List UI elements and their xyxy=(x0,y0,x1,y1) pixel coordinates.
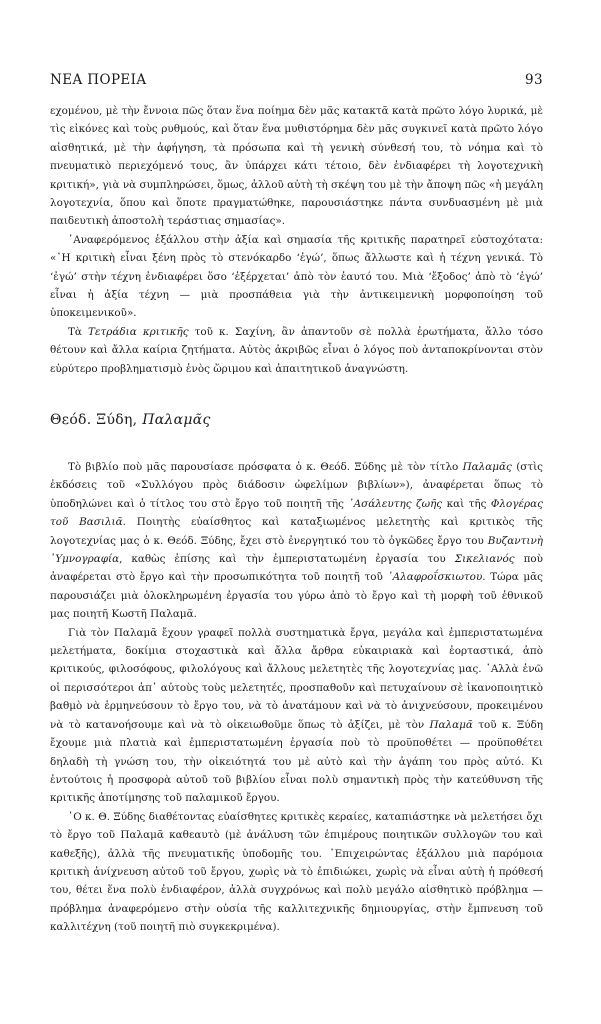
book-title: Παλαμᾶς xyxy=(462,461,512,473)
page-number: 93 xyxy=(525,72,543,88)
review-continuation xyxy=(50,102,543,378)
book-title: Σικελιανός xyxy=(454,553,515,566)
paragraph: ῾Ο κ. Θ. Ξύδης διαθέτοντας εὐαίσθητες κριτικὲς κεραίες, καταπιάστηκε νὰ μελετήσει ὄχι τὸ ἔργο τοῦ Παλαμᾶ καθεαυτὸ (μὲ ἀνάλυση τῶν ἐπιμέρους ποιητικῶν συλλογῶν του καὶ καθεξῆς), ἀλλὰ τῆς πνευματικῆς ὑποδομῆς του. ᾿Επιχειρώντας ἐξάλλου μιὰ παρόμοια κριτικὴ ἀνίχνευση αὐτοῦ τοῦ ἔργου, χωρὶς νὰ τὸ ἐπιδιώκει, χωρὶς νὰ εἶναι αὐτὴ ἡ πρόθεσή του, θέτει ἕνα πολὺ ἐνδιαφέρον, ἀλλὰ συγχρόνως καὶ πολὺ μεγάλο αἰσθητικὸ πρόβλημα — πρόβλημα ἀναφερόμενο στὴν οὐσία τῆς καλλιτεχνικῆς δημιουργίας, στὴν ἔμπνευση τοῦ καλλιτέχνη (τοῦ ποιητῆ πιὸ συγκεκριμένα). xyxy=(50,810,543,934)
paragraph: Τὰ Τετράδια κριτικῆς τοῦ κ. Σαχίνη, ἂν ἀπαντοῦν σὲ πολλὰ ἐρωτήματα, ἄλλο τόσο θέτουν καὶ ἄλλα καίρια ζητήματα. Αὐτὸς ἀκριβῶς εἶναι ὁ λόγος ποὺ ἀνταποκρίνονται στὸν εὐρύτερο προβληματισμὸ ἑνὸς ὥριμου καὶ ἀπαιτητικοῦ ἀναγνώστη. xyxy=(50,325,543,375)
paragraph: Τὸ βιβλίο ποὺ μᾶς παρουσίασε πρόσφατα ὁ κ. Θεόδ. Ξύδης μὲ τὸν τίτλο Παλαμᾶς (στὶς ἐκδόσεις τοῦ «Συλλόγου πρὸς διάδοσιν ὠφελίμων βιβλίων»), ἀναφέρεται ὅπως τὸ ὑποδηλώνει καὶ ὁ τίτλος του στὸ ἔργο τοῦ ποιητῆ τῆς ᾿Ασάλευτης ζωῆς καὶ τῆς Φλογέρας τοῦ Βασιλιᾶ. Ποιητὴς εὐαίσθητος καὶ καταξιωμένος μελετητὴς καὶ κριτικὸς τῆς λογοτεχνίας μας ὁ κ. Θεόδ. Ξύδης, ἔχει στὸ ἐνεργητικό του τὸ ὀγκῶδες ἔργο του Βυζαντινὴ ῾Υμνογραφία, καθὼς ἐπίσης καὶ τὴν ἐμπεριστατωμένη ἐργασία του Σικελιανός ποὺ ἀναφέρεται στὸ ἔργο καὶ τὴν προσωπικότητα τοῦ ποιητῆ τοῦ ᾿Αλαφροΐσκιωτου. Τώρα μᾶς παρουσιάζει μιὰ ὁλοκληρωμένη ἐργασία του γύρω ἀπὸ τὸ ἔργο καὶ τὴ μορφὴ τοῦ ἐθνικοῦ μας ποιητῆ Κωστῆ Παλαμᾶ. xyxy=(50,461,543,621)
paragraph: εχομένου, μὲ τὴν ἔννοια πῶς ὅταν ἕνα ποίημα δὲν μᾶς κατακτᾶ κατὰ πρῶτο λόγο λυρικά, μὲ τὶς εἰκόνες καὶ τοὺς ρυθμούς, καὶ ὅταν ἕνα μυθιστόρημα δὲν μᾶς συγκινεῖ κατὰ πρῶτο λόγο αἰσθητικά, μὲ τὴν ἀφήγηση, τὰ πρόσωπα καὶ τὴ γενικὴ σύνθεσή του, τὸ νόημα καὶ τὸ πνευματικὸ περιεχόμενό τους, ἂν ὑπάρχει κάτι τέτοιο, δὲν ἐνδιαφέρει τὴ λογοτεχνικὴ κριτική», γιὰ νὰ συμπληρώσει, ὅμως, ἀλλοῦ αὐτὴ τὴ σκέψη του μὲ τὴν ἄποψη πῶς «ἡ μεγάλη λογοτεχνία, ὅπου καὶ ὅποτε πραγματώθηκε, παρουσιάστηκε πάντα συνδυασμένη μὲ μιὰ παιδευτικὴ ἀποστολὴ τεράστιας σημασίας». xyxy=(50,105,543,228)
journal-title: ΝΕΑ ΠΟΡΕΙΑ xyxy=(50,72,147,88)
book-title: Βυζαντινὴ ῾Υμνογραφία xyxy=(50,534,543,566)
paragraph: Γιὰ τὸν Παλαμᾶ ἔχουν γραφεῖ πολλὰ συστηματικὰ ἔργα, μεγάλα καὶ ἐμπεριστατωμένα μελετήματα, δοκίμια στοχαστικὰ καὶ ἄλλα ἄρθρα εὐκαιριακὰ καὶ ἑορταστικά, ἀπὸ κριτικούς, φιλοσόφους, φιλολόγους καὶ ἄλλους μελετητὲς τῆς λογοτεχνίας μας. ᾿Αλλὰ ἐνῶ οἱ περισσότεροι ἀπ᾿ αὐτοὺς τοὺς μελετητές, προσπαθοῦν καὶ πετυχαίνουν σὲ ἱκανοποιητικὸ βαθμὸ νὰ ἑρμηνεύσουν τὸ ἔργο του, νὰ τὸ ἀνατάμουν καὶ νὰ τὸ ἀνιχνεύσουν, προκειμένου νὰ τὸ κατανοήσουμε καὶ νὰ τὸ οἰκειωθοῦμε ὅπως τὸ ἀξίζει, μὲ τὸν Παλαμᾶ τοῦ κ. Ξύδη ἔχουμε μιὰ πλατιὰ καὶ ἐμπεριστατωμένη ἐργασία ποὺ τὸ προϋποθέτει — προϋποθέτει δηλαδὴ τὴ γνώση του, τὴν οἰκειότητά του μὲ αὐτὸ καὶ τὴν ἀγάπη του πρὸς αὐτό. Κι ἐντούτοις ἡ προσφορὰ αὐτοῦ τοῦ βιβλίου εἶναι πολὺ σημαντικὴ πρὸς τὴν κατεύθυνση τῆς κριτικῆς ἀποτίμησης τοῦ παλαμικοῦ ἔργου. xyxy=(50,626,543,805)
book-title: Φλογέρας τοῦ Βασιλιᾶ xyxy=(50,497,543,529)
book-title: ᾿Αλαφροΐσκιωτου xyxy=(387,571,483,584)
book-title: Τετράδια κριτικῆς xyxy=(88,325,189,338)
review-heading xyxy=(50,412,211,428)
reviewed-title: Παλαμᾶς xyxy=(142,412,211,428)
paragraph: ᾿Αναφερόμενος ἐξάλλου στὴν ἀξία καὶ σημασία τῆς κριτικῆς παρατηρεῖ εὐστοχότατα: «῾Η κριτικὴ εἶναι ξένη πρὸς τὸ στενόκαρδο ‘ἐγώ’, ὅπως ἄλλωστε καὶ ἡ τέχνη γενικά. Τὸ ‘ἐγώ’ στὴν τέχνη ἐνδιαφέρει ὅσο ‘ἐξέρχεται’ ἀπὸ τὸν ἑαυτό του. Μιὰ ‘ἔξοδος’ ἀπὸ τὸ ‘ἐγώ’ εἶναι ἡ ἀξία τέχνη — μιὰ προσπάθεια γιὰ τὴν ἀντικειμενικὴ μορφοποίηση τοῦ ὑποκειμενικοῦ». xyxy=(50,233,543,320)
book-title: ᾿Ασάλευτης ζωῆς xyxy=(348,497,443,510)
reviewed-author: Θεόδ. Ξύδη, xyxy=(50,412,138,428)
book-title: Παλαμᾶ xyxy=(429,718,473,731)
review-body xyxy=(50,458,543,937)
